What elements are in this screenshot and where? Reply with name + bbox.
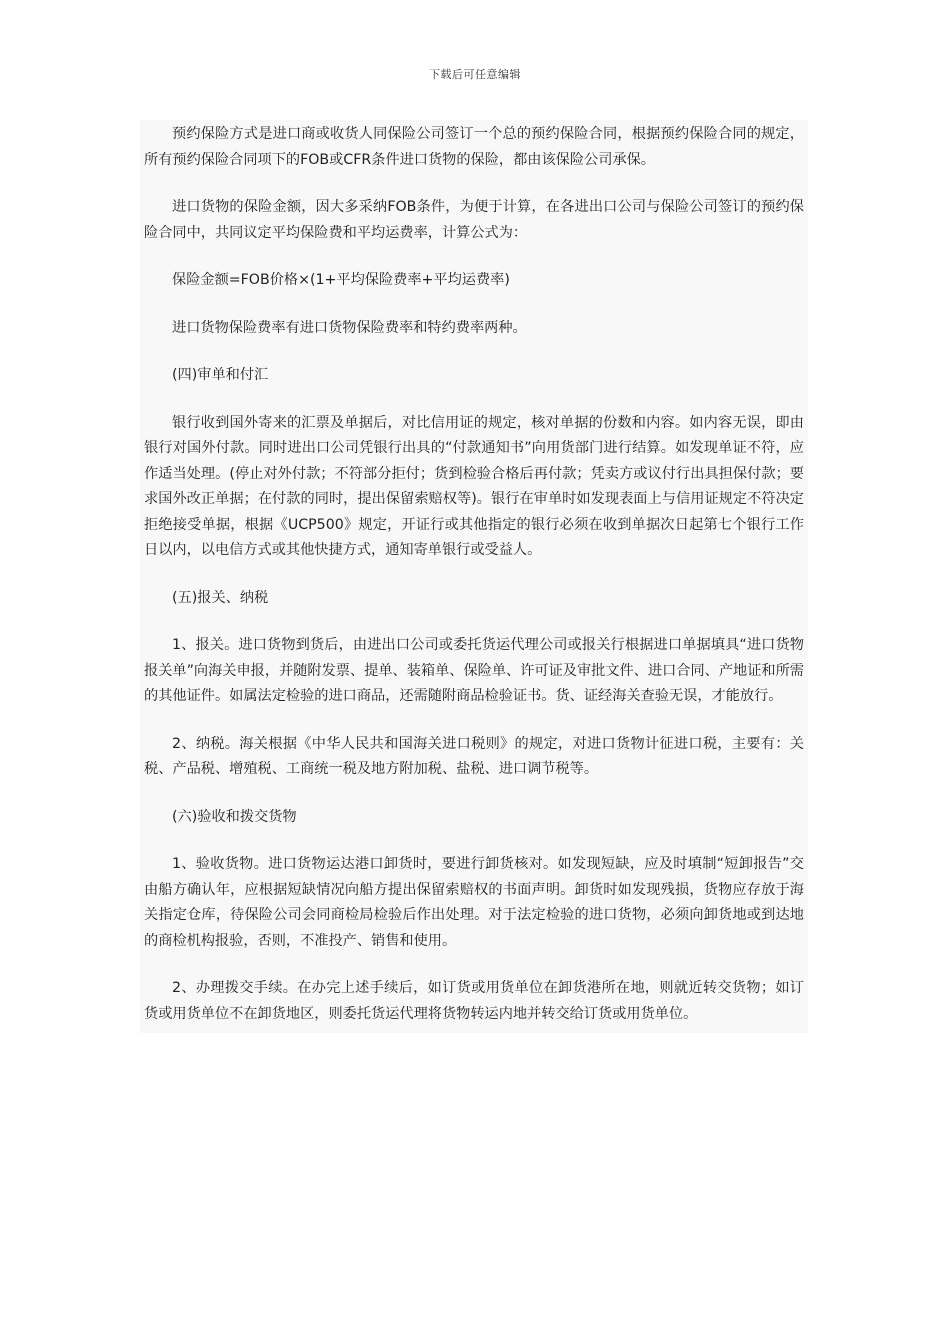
document-body (140, 120, 808, 1033)
paragraph-premium-rates: 进口货物保险费率有进口货物保险费率和特约费率两种。 (172, 319, 527, 336)
paragraph-advance-insurance: 预约保险方式是进口商或收货人同保险公司签订一个总的预约保险合同，根据预约保险合同的规定，所有预约保险合同项下的FOB或CFR条件进口货物的保险，都由该保险公司承保。 (144, 126, 804, 168)
paragraph-tax-payment: 2、纳税。海关根据《中华人民共和国海关进口税则》的规定，对进口货物计征进口税，主要有：关税、产品税、增殖税、工商统一税及地方附加税、盐税、进口调节税等。 (144, 735, 804, 777)
section-heading-document-review: (四)审单和付汇 (172, 367, 269, 383)
section-heading-inspection-delivery: (六)验收和拨交货物 (172, 808, 297, 825)
section-heading-customs-tax: (五)报关、纳税 (172, 589, 269, 606)
paragraph-goods-inspection: 1、验收货物。进口货物运达港口卸货时，要进行卸货核对。如发现短缺，应及时填制“短卸报告”交由船方确认年，应根据短缺情况向船方提出保留索赔权的书面声明。卸货时如发现残损，货物应存放于海关指定仓库，待保险公司会同商检局检验后作出处理。对于法定检验的进口货物，必须向卸货地或到达地的商检机构报验，否则，不准投产、销售和使用。 (144, 856, 804, 949)
paragraph-customs-declaration: 1、报关。进口货物到货后，由进出口公司或委托货运代理公司或报关行根据进口单据填具“进口货物报关单”向海关申报，并随附发票、提单、装箱单、保险单、许可证及审批文件、进口合同、产地证和所需的其他证件。如属法定检验的进口商品，还需随附商品检验证书。货、证经海关查验无误，才能放行。 (144, 637, 804, 704)
paragraph-bank-review: 银行收到国外寄来的汇票及单据后，对比信用证的规定，核对单据的份数和内容。如内容无误，即由银行对国外付款。同时进出口公司凭银行出具的“付款通知书”向用货部门进行结算。如发现单证不符，应作适当处理。(停止对外付款；不符部分拒付；货到检验合格后再付款；凭卖方或议付行出具担保付款；要求国外改正单据；在付款的同时，提出保留索赔权等)。银行在审单时如发现表面上与信用证规定不符决定拒绝接受单据，根据《UCP500》规定，开证行或其他指定的银行必须在收到单据次日起第七个银行工作日以内，以电信方式或其他快捷方式，通知寄单银行或受益人。 (144, 414, 804, 558)
paragraph-goods-transfer: 2、办理拨交手续。在办完上述手续后，如订货或用货单位在卸货港所在地，则就近转交货物；如订货或用货单位不在卸货地区，则委托货运代理将货物转运内地并转交给订货或用货单位。 (144, 980, 804, 1022)
page-header: 下载后可任意编辑 (429, 68, 521, 81)
paragraph-formula: 保险金额=FOB价格×(1+平均保险费率+平均运费率) (172, 272, 510, 288)
paragraph-insured-amount: 进口货物的保险金额，因大多采纳FOB条件，为便于计算，在各进出口公司与保险公司签订的预约保险合同中，共同议定平均保险费和平均运费率，计算公式为： (144, 199, 804, 241)
